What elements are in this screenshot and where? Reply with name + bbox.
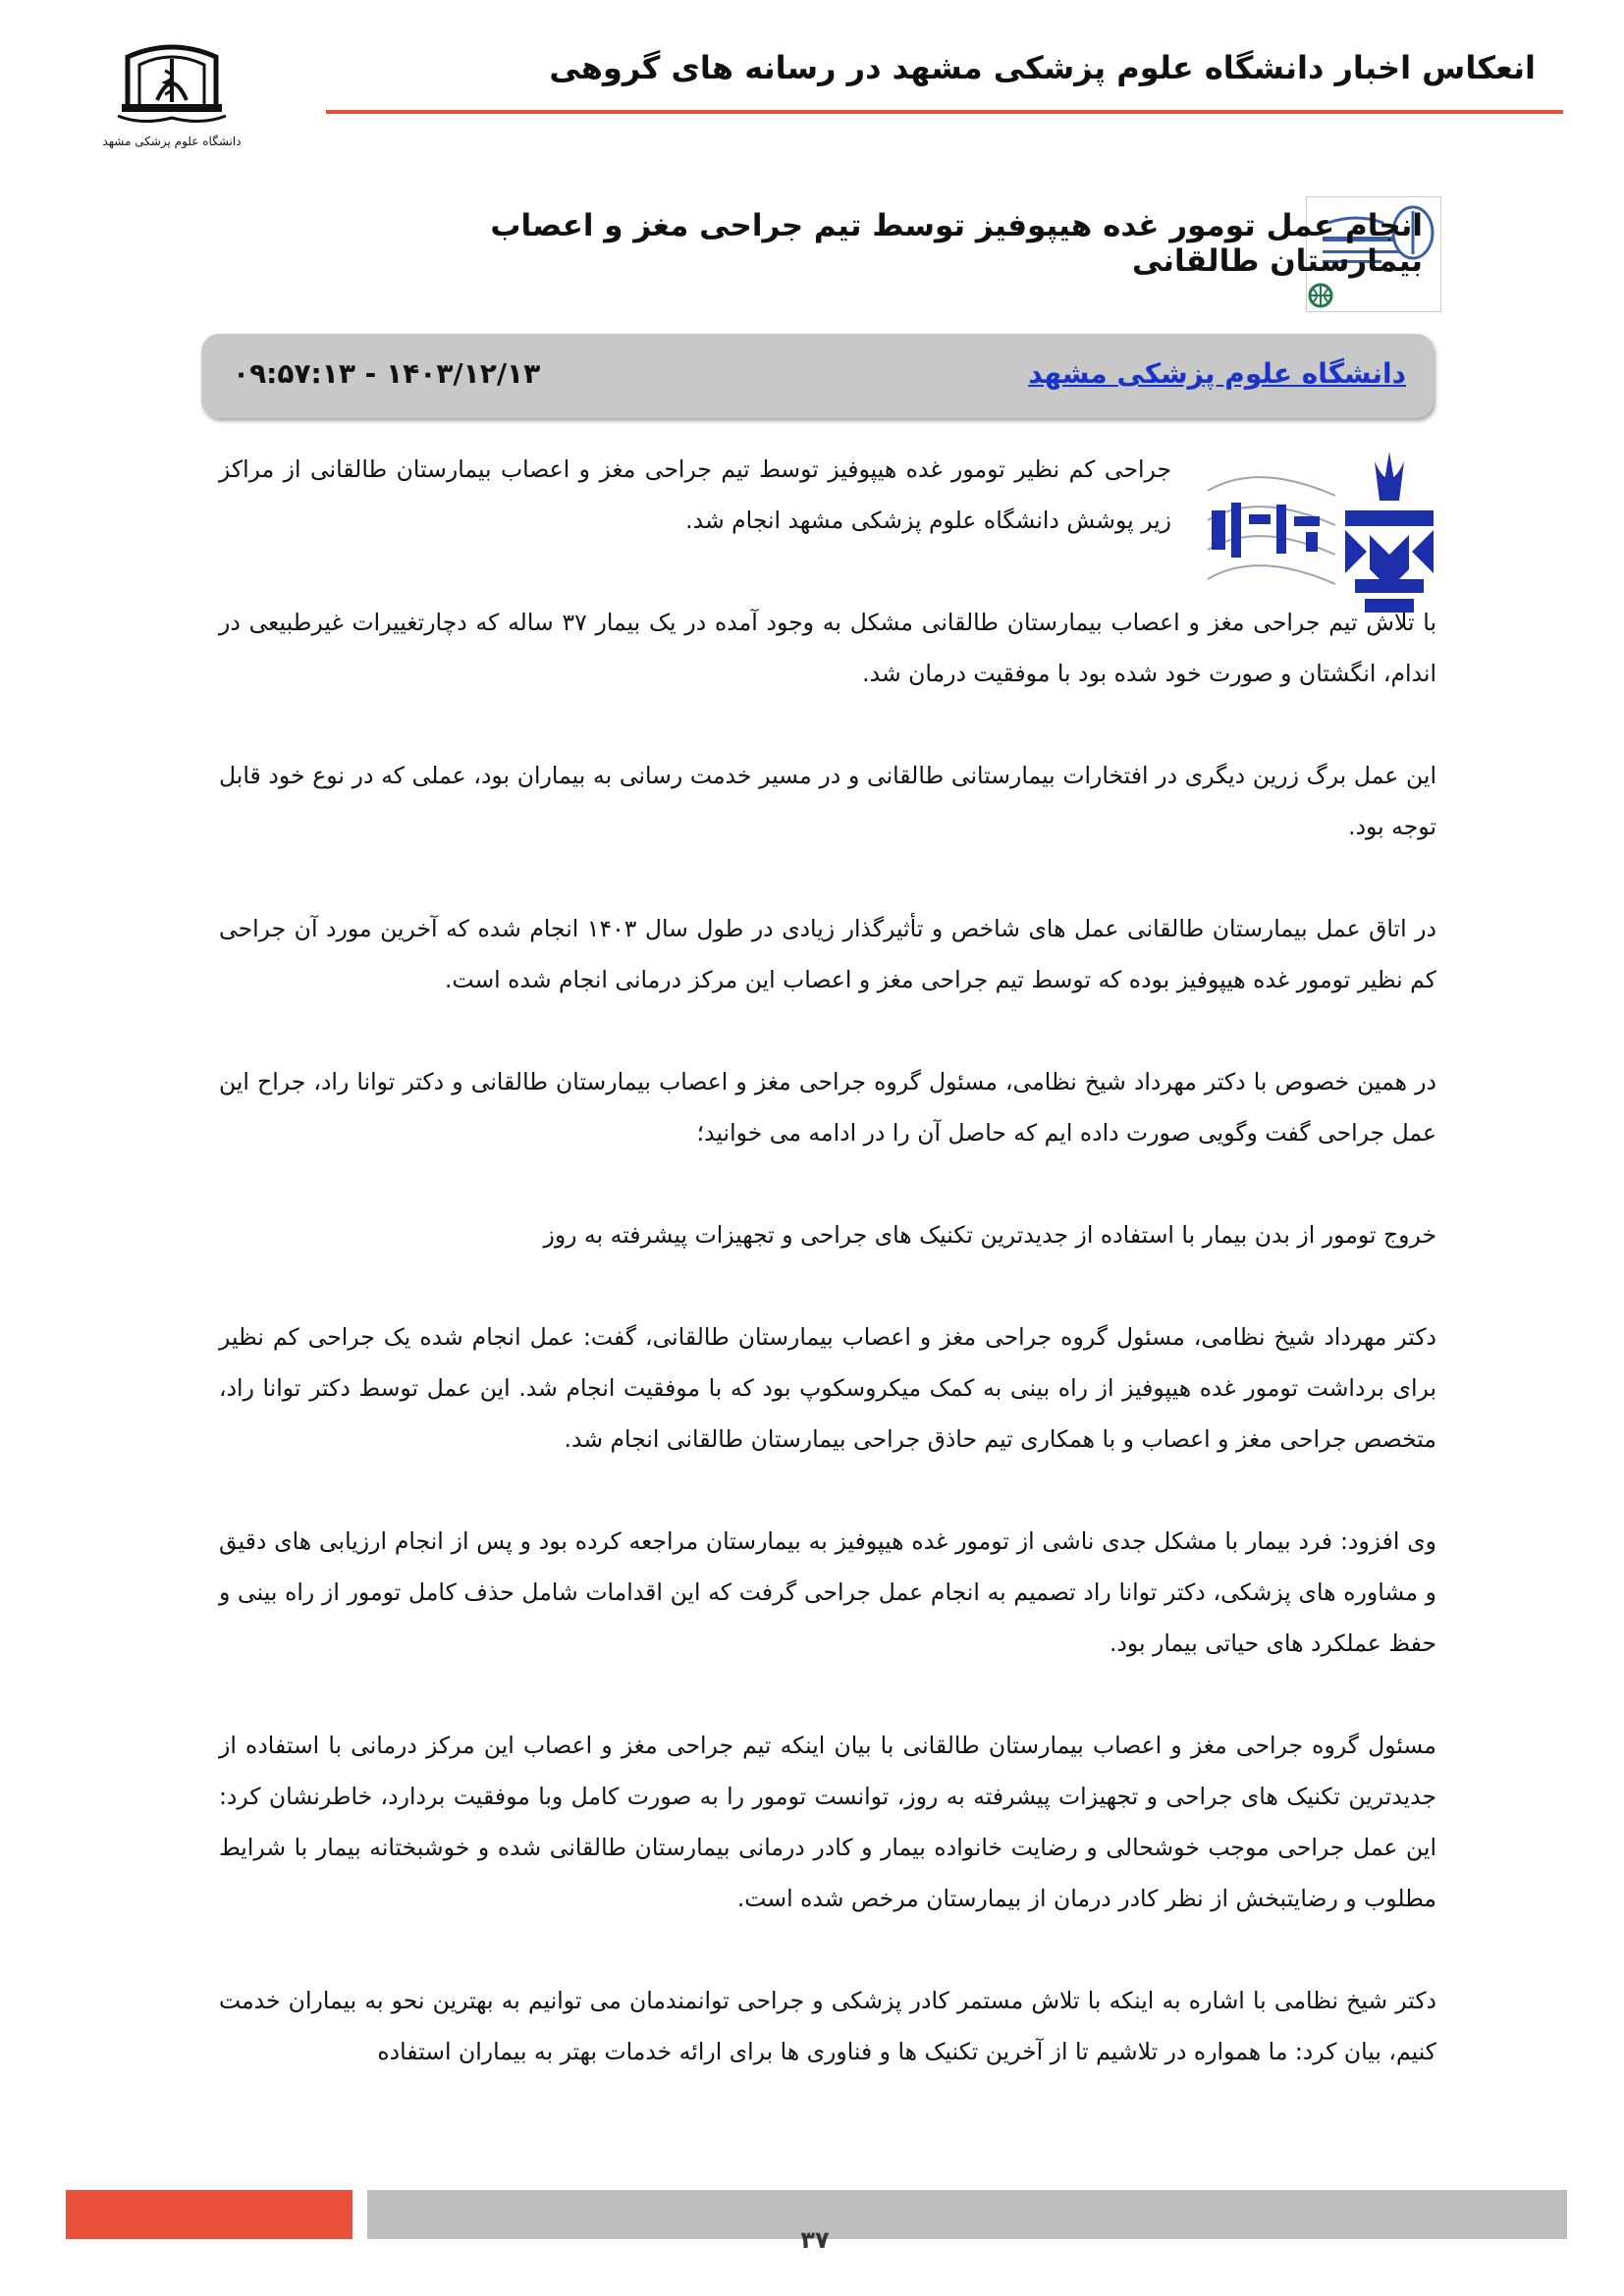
svg-text:دانشگاه علوم پزشکی مشهد: دانشگاه علوم پزشکی مشهد [102,134,242,148]
page-number: ۳۷ [800,2226,830,2254]
article-paragraph: مسئول گروه جراحی مغز و اعصاب بیمارستان طالقانی با بیان اینکه تیم جراحی مغز و اعصاب این مرکز درمانی با استفاده از جدیدترین تکنیک های جراحی و تجهیزات پیشرفته به روز، توانست تومور را به صورت کامل وبا موفقیت بردارد، خاطرنشان کرد: این عمل جراحی موجب خوشحالی و رضایت خانواده بیمار و کادر درمانی بیمارستان طالقانی شده و خوشبختانه بیمار با شرایط مطلوب و رضایتبخش از نظر کادر درمان از بیمارستان مرخص شده است. [219,1732,1436,1912]
article-paragraph: این عمل برگ زرین دیگری در افتخارات بیمارستانی طالقانی و در مسیر خدمت رسانی به بیماران بود، عملی که در نوع خود قابل توجه بود. [219,762,1436,840]
article-source-link[interactable]: دانشگاه علوم پزشکی مشهد [1028,357,1406,390]
mums-university-logo-icon [98,37,245,165]
header-divider [326,110,1563,114]
footer-bar [367,2190,1567,2239]
article-paragraph: در همین خصوص با دکتر مهرداد شیخ نظامی، مسئول گروه جراحی مغز و اعصاب بیمارستان طالقانی و دکتر توانا راد، جراح این عمل جراحی گفت وگویی صورت داده ایم که حاصل آن را در ادامه می خوانید؛ [219,1068,1436,1147]
footer-accent-bar [66,2190,352,2239]
article-paragraph: جراحی کم نظیر تومور غده هیپوفیز توسط تیم جراحی مغز و اعصاب بیمارستان طالقانی از مراکز زیر پوشش دانشگاه علوم پزشکی مشهد انجام شد. [219,455,1171,534]
article-paragraph: وی افزود: فرد بیمار با مشکل جدی ناشی از تومور غده هیپوفیز به بیمارستان مراجعه کرده بود و پس از انجام ارزیابی های دقیق و مشاوره های پزشکی، دکتر توانا راد تصمیم به انجام عمل جراحی گرفت که این اقدامات شامل حذف کامل تومور از راه بینی و حفظ عملکرد های حیاتی بیمار بود. [219,1527,1436,1657]
article-body [219,444,1436,2128]
article-paragraph: دکتر شیخ نظامی با اشاره به اینکه با تلاش مستمر کادر پزشکی و جراحی توانمندمان می توانیم به بهترین نحو به بیماران خدمت کنیم، بیان کرد: ما همواره در تلاشیم تا از آخرین تکنیک ها و فناوری ها برای ارائه خدمات بهتر به بیماران استفاده [219,1987,1436,2065]
article-paragraph: در اتاق عمل بیمارستان طالقانی عمل های شاخص و تأثیرگذار زیادی در طول سال ۱۴۰۳ انجام شده که آخرین مورد آن جراحی کم نظیر تومور غده هیپوفیز بوده که توسط تیم جراحی مغز و اعصاب این مرکز درمانی انجام شده است. [219,915,1436,993]
article-meta-bar [201,334,1434,418]
article-paragraph: خروج تومور از بدن بیمار با استفاده از جدیدترین تکنیک های جراحی و تجهیزات پیشرفته به روز [543,1221,1436,1249]
article-paragraph: با تلاش تیم جراحی مغز و اعصاب بیمارستان طالقانی مشکل به وجود آمده در یک بیمار ۳۷ ساله که دچارتغییرات غیرطبیعی در اندام، انگشتان و صورت خود شده بود با موفقیت درمان شد. [219,609,1436,687]
article-paragraph: دکتر مهرداد شیخ نظامی، مسئول گروه جراحی مغز و اعصاب بیمارستان طالقانی، گفت: عمل انجام شده یک جراحی کم نظیر برای برداشت تومور غده هیپوفیز از راه بینی به کمک میکروسکوپ بود که با موفقیت انجام شد. این عمل توسط دکتر توانا راد، متخصص جراحی مغز و اعصاب و با همکاری تیم حاذق جراحی بیمارستان طالقانی انجام شد. [219,1323,1436,1453]
document-header-title: انعکاس اخبار دانشگاه علوم پزشکی مشهد در رسانه های گروهی [549,49,1536,86]
article-title: انجام عمل تومور غده هیپوفیز توسط تیم جراحی مغز و اعصاب بیمارستان طالقانی [490,208,1423,279]
article-datetime: ۱۴۰۳/۱۲/۱۳ - ۰۹:۵۷:۱۳ [233,357,541,390]
